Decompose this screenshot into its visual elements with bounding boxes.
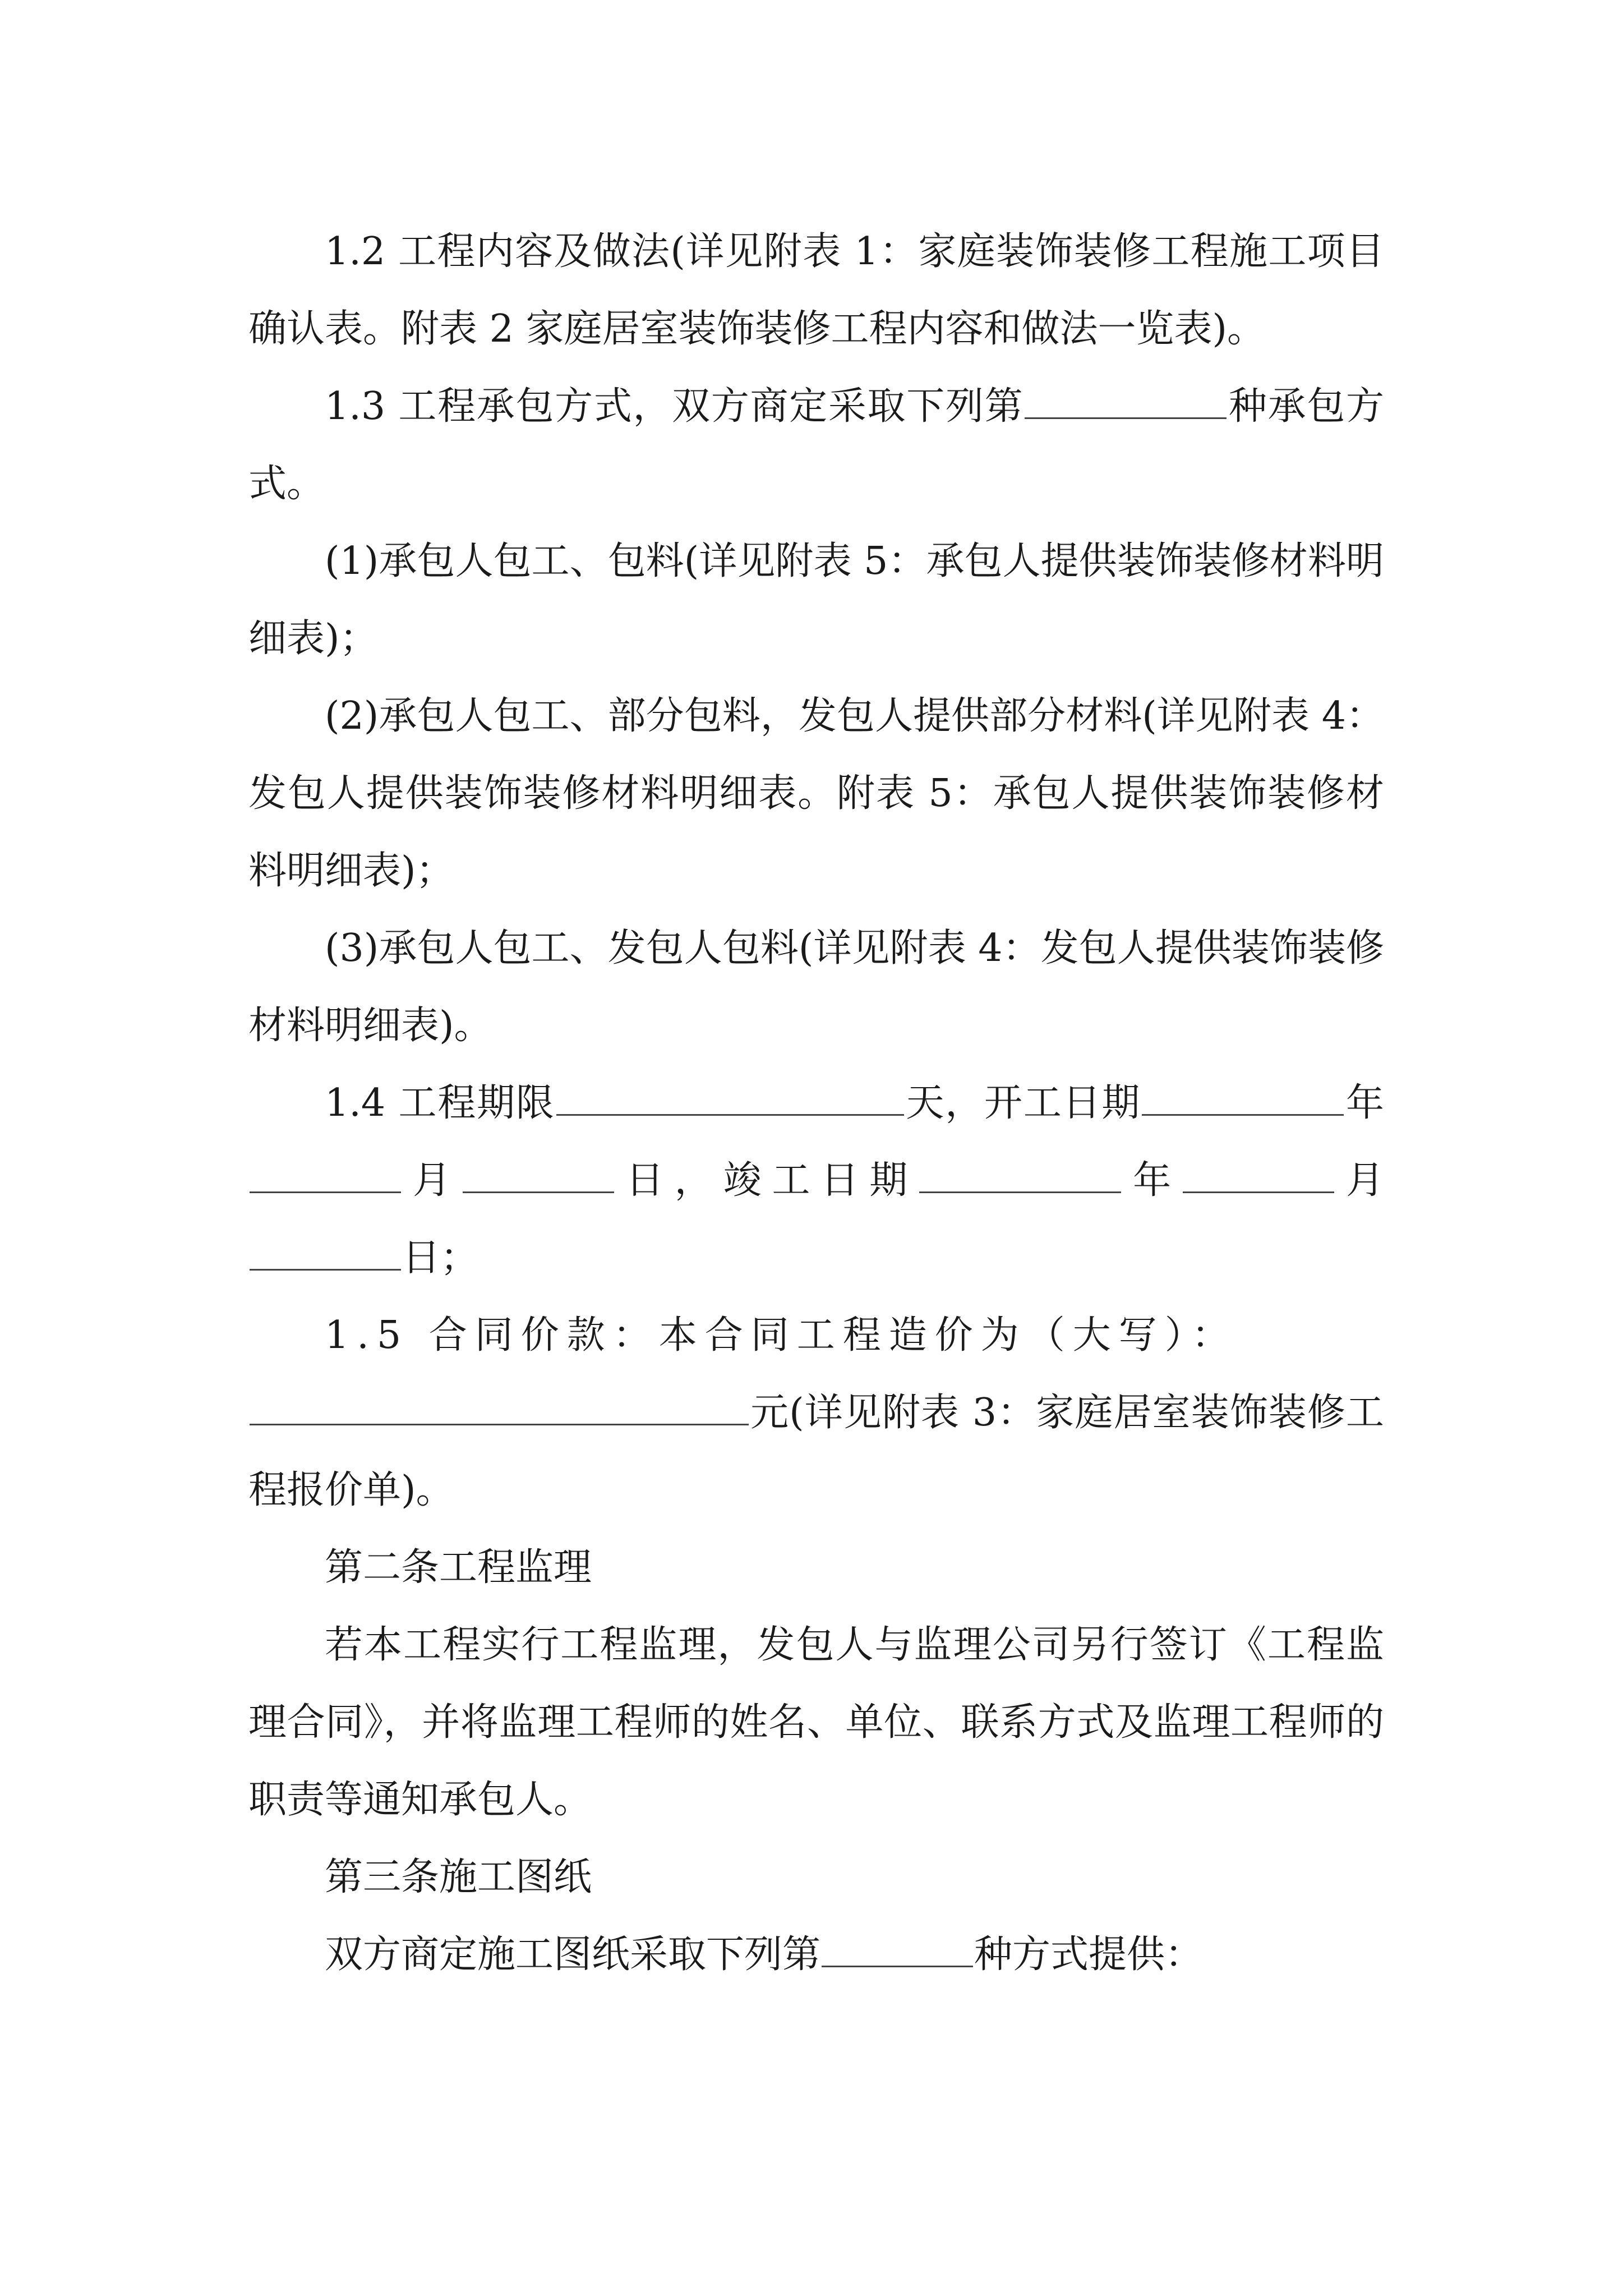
article-3-body-tail: 种方式提供： bbox=[974, 1932, 1204, 1977]
end-month-label: 月 bbox=[1335, 1158, 1384, 1203]
clause-1-4 bbox=[248, 1065, 1384, 1297]
start-year-blank bbox=[1142, 1080, 1344, 1116]
contract-price-blank bbox=[250, 1389, 749, 1425]
article-3-title-text: 第三条施工图纸 bbox=[325, 1855, 592, 1899]
article-3-body bbox=[248, 1916, 1384, 1994]
end-day-label: 日； bbox=[402, 1236, 479, 1280]
article-2-title-text: 第二条工程监理 bbox=[325, 1545, 592, 1590]
option-2 bbox=[248, 678, 1384, 910]
start-month-blank bbox=[250, 1157, 401, 1193]
clause-1-4-label: 1.4 工程期限 bbox=[325, 1081, 555, 1125]
contract-method-blank bbox=[1025, 383, 1227, 419]
option-2-text: (2)承包人包工、部分包料，发包人提供部分材料(详见附表 4：发包人提供装饰装修材料明细表。附表 5：承包人提供装饰装修材料明细表)； bbox=[248, 694, 1384, 893]
end-date-label: 日，竣工日期 bbox=[615, 1158, 919, 1203]
clause-1-5-cont bbox=[248, 1374, 1384, 1529]
article-3-title bbox=[248, 1839, 1384, 1916]
start-date-label: 天，开工日期 bbox=[905, 1081, 1141, 1125]
clause-1-3-tail: 种承包方式。 bbox=[248, 384, 1384, 506]
clause-1-3 bbox=[248, 368, 1384, 523]
start-day-blank bbox=[463, 1157, 614, 1193]
clause-1-5-label: 1.5 合同价款：本合同工程造价为（大写）： bbox=[325, 1313, 1238, 1358]
article-3-body-text: 双方商定施工图纸采取下列第 bbox=[325, 1932, 821, 1977]
clause-1-2 bbox=[248, 213, 1384, 368]
start-month-label: 月 bbox=[402, 1158, 462, 1203]
document-page bbox=[248, 213, 1384, 1994]
clause-1-5-tail: 元(详见附表 3：家庭居室装饰装修工程报价单)。 bbox=[248, 1391, 1384, 1512]
clause-1-5 bbox=[248, 1297, 1384, 1374]
clause-1-2-text: 1.2 工程内容及做法(详见附表 1：家庭装饰装修工程施工项目确认表。附表 2 家庭居室装饰装修工程内容和做法一览表)。 bbox=[248, 229, 1384, 351]
option-3 bbox=[248, 910, 1384, 1065]
end-month-blank bbox=[1183, 1157, 1334, 1193]
clause-1-3-text: 1.3 工程承包方式，双方商定采取下列第 bbox=[325, 384, 1024, 429]
duration-days-blank bbox=[556, 1080, 904, 1116]
option-1-text: (1)承包人包工、包料(详见附表 5：承包人提供装饰装修材料明细表)； bbox=[248, 539, 1384, 661]
option-1 bbox=[248, 523, 1384, 678]
article-2-body-text: 若本工程实行工程监理，发包人与监理公司另行签订《工程监理合同》，并将监理工程师的姓名、单位、联系方式及监理工程师的职责等通知承包人。 bbox=[248, 1623, 1384, 1822]
end-day-blank bbox=[250, 1235, 401, 1271]
end-year-label: 年 bbox=[1122, 1158, 1182, 1203]
drawing-method-blank bbox=[822, 1931, 973, 1967]
option-3-text: (3)承包人包工、发包人包料(详见附表 4：发包人提供装饰装修材料明细表)。 bbox=[248, 926, 1384, 1048]
article-2-title bbox=[248, 1529, 1384, 1607]
start-year-label: 年 bbox=[1345, 1081, 1384, 1125]
end-year-blank bbox=[919, 1157, 1121, 1193]
article-2-body bbox=[248, 1607, 1384, 1839]
